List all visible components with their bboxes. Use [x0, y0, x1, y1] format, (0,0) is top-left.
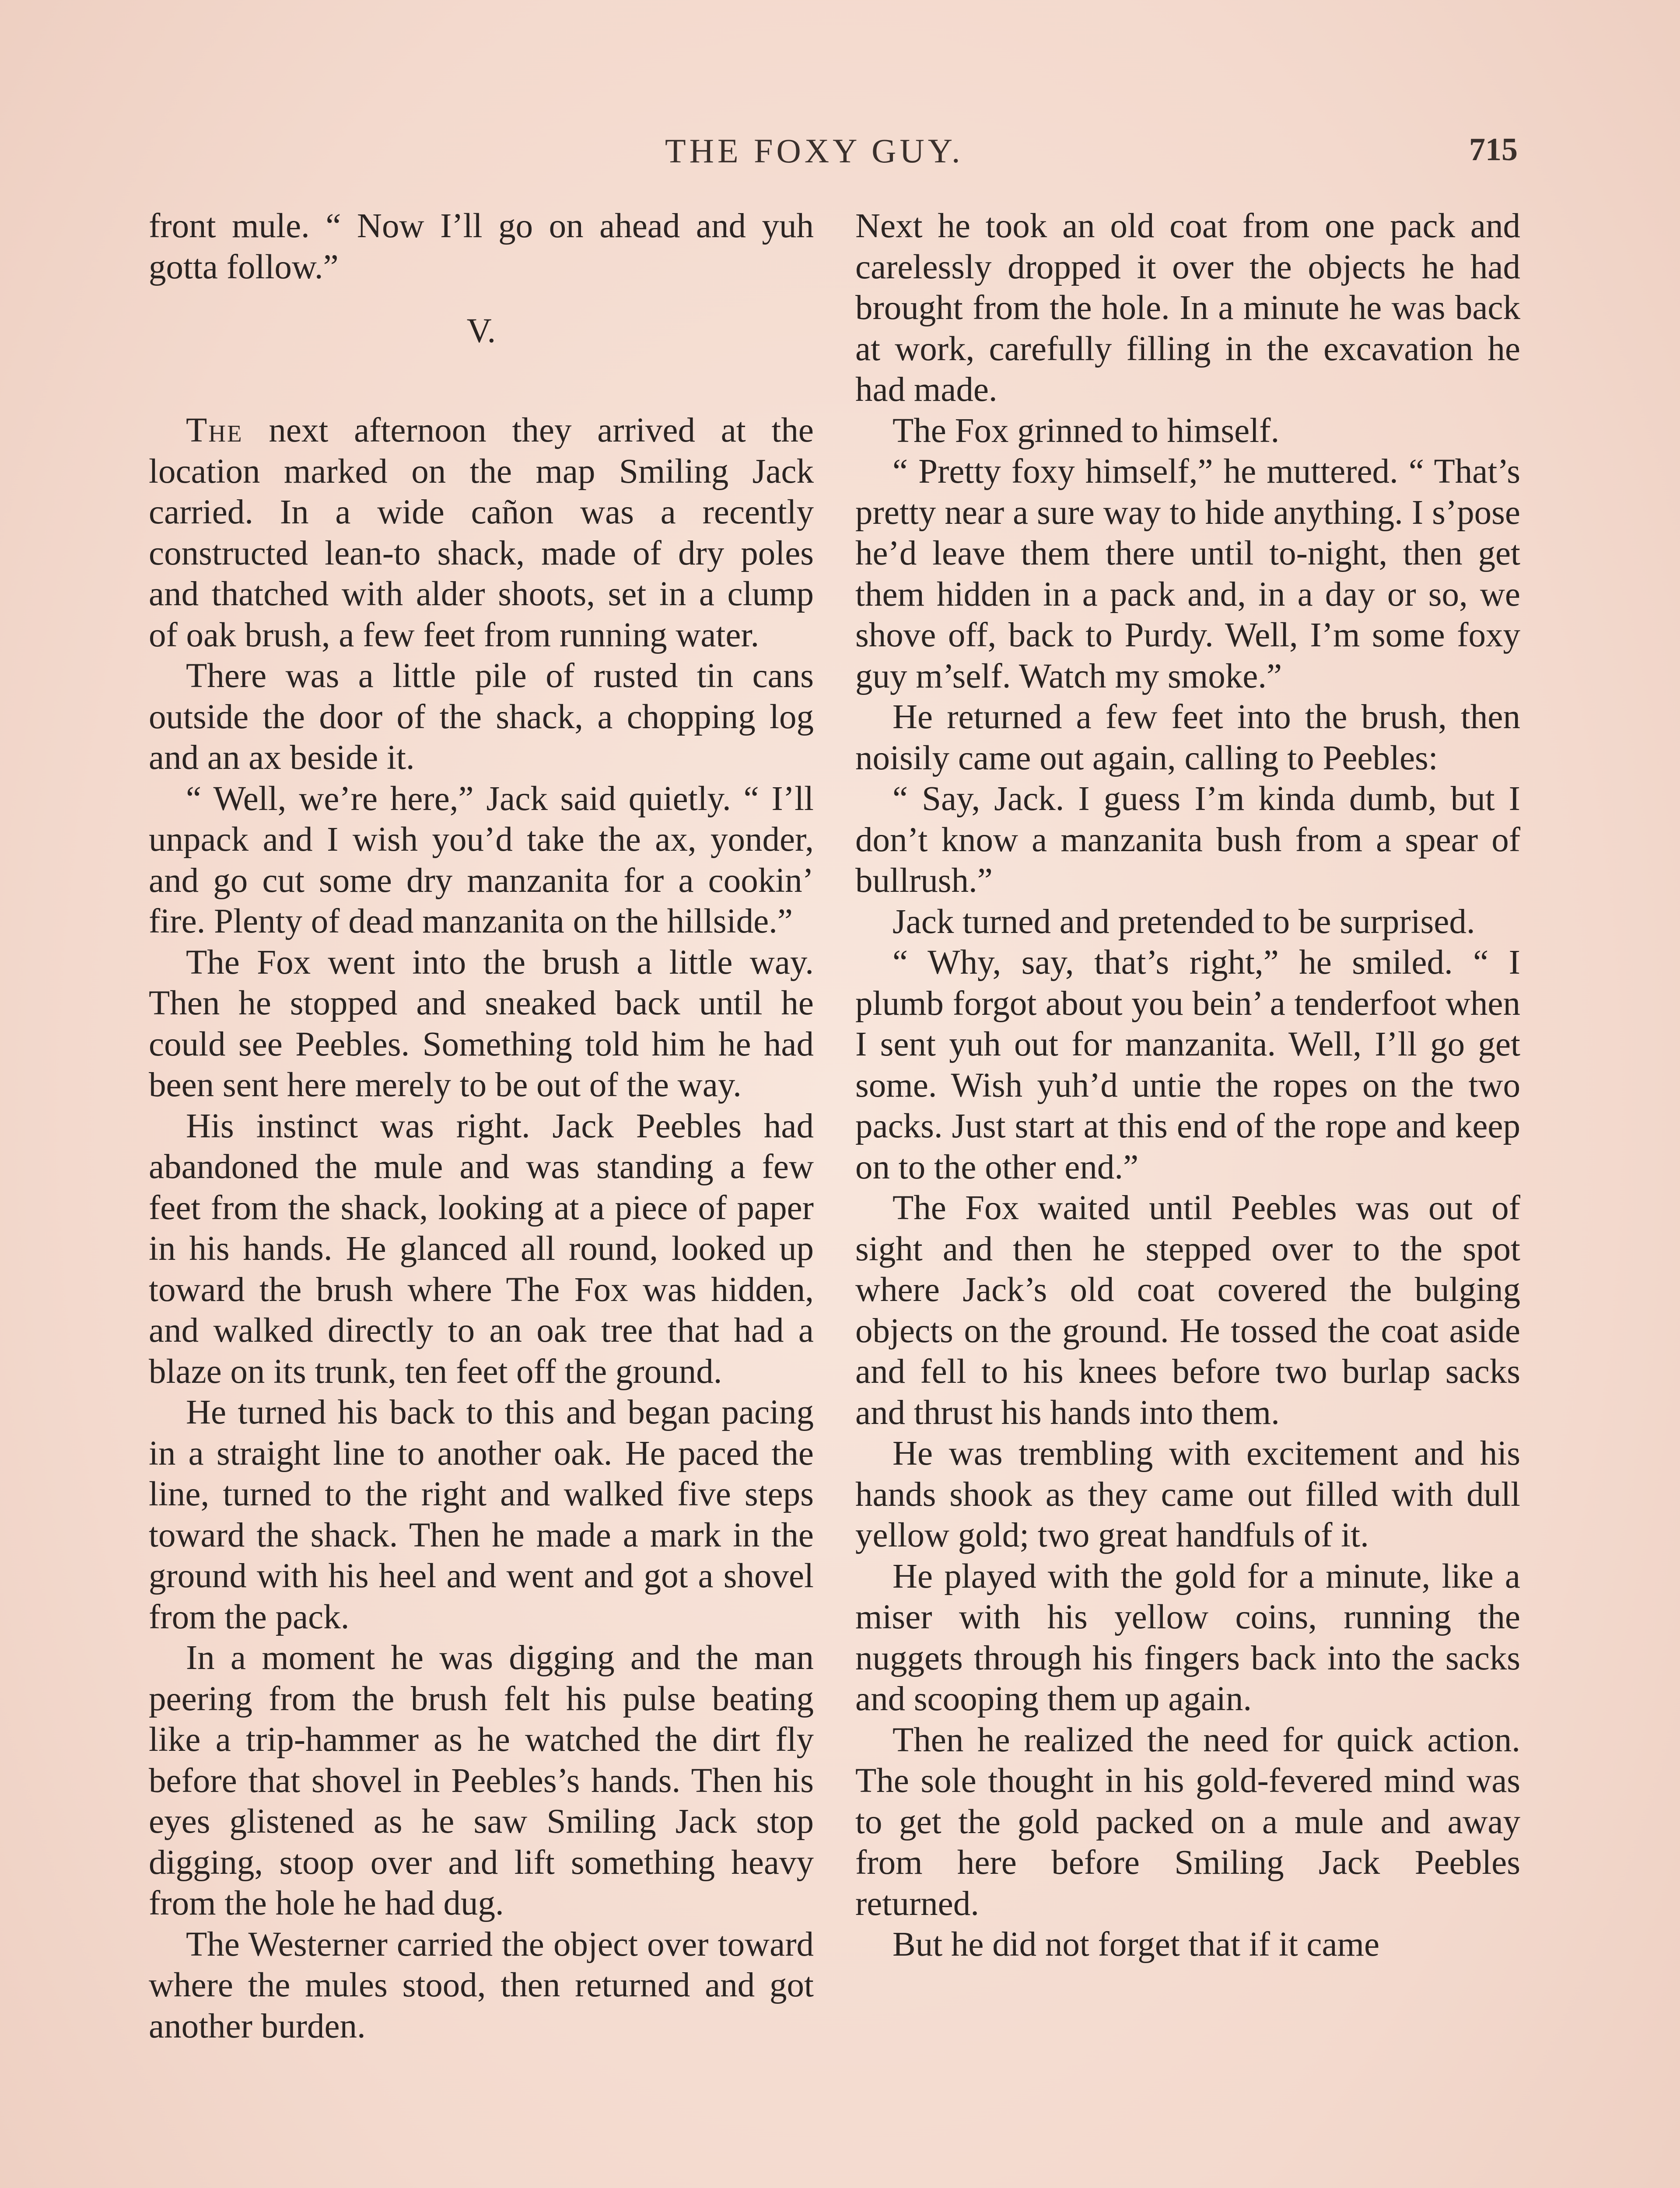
drop-word: The [186, 411, 243, 449]
paragraph [149, 410, 814, 656]
paragraph: The Fox waited until Peebles was out of sight and then he stepped over to the spot where Jack’s old coat covered the bulging objects on the ground. He tossed the coat aside and fell to his knees before two burlap sacks and thrust his hands into them. [855, 1189, 1520, 1432]
paragraph: Next he took an old coat from one pack and carelessly dropped it over the objects he had brought from the hole. In a minute he was back at work, carefully filling in the excavation he had made. [855, 207, 1520, 409]
paragraph: The Westerner carried the object over toward where the mules stood, then returned and got another burden. [149, 1925, 814, 2045]
paragraph: front mule. “ Now I’ll go on ahead and yuh gotta follow.” [149, 207, 814, 286]
paragraph: “ Say, Jack. I guess I’m kinda dumb, but I don’t know a manzanita bush from a spear of bullrush.” [855, 780, 1520, 900]
paragraph: “ Pretty foxy himself,” he muttered. “ That’s pretty near a sure way to hide anything. I s’pose he’d leave them there until to-night, then get them hidden in a pack and, in a day or so, we shove off, back to Purdy. Well, I’m some foxy guy m’self. Watch my smoke.” [855, 452, 1520, 695]
paragraph: The Fox grinned to himself. [892, 411, 1280, 450]
paragraph: The Fox went into the brush a little way. Then he stopped and sneaked back until he could see Peebles. Something told him he had been sent here merely to be out of the way. [149, 943, 814, 1104]
paragraph: “ Why, say, that’s right,” he smiled. “ I plumb forgot about you bein’ a tenderfoot when I sent yuh out for manzanita. Well, I’ll go get some. Wish yuh’d untie the ropes on the two packs. Just start at this end of the rope and keep on to the other end.” [855, 943, 1520, 1186]
paragraph: But he did not forget that if it came [892, 1925, 1380, 1964]
page-number: 715 [1469, 132, 1518, 168]
paragraph: He turned his back to this and began pacing in a straight line to another oak. He paced the line, turned to the right and walked five steps toward the shack. Then he made a mark in the ground with his heel and went and got a shovel from the pack. [149, 1393, 814, 1636]
section-heading: V. [466, 312, 496, 350]
paragraph: His instinct was right. Jack Peebles had abandoned the mule and was standing a few feet from the shack, looking at a piece of paper in his hands. He glanced all round, looked up toward the brush where The Fox was hidden, and walked directly to an oak tree that had a blaze on its trunk, ten feet off the ground. [149, 1107, 814, 1391]
paragraph: There was a little pile of rusted tin cans outside the door of the shack, a chopping log and an ax beside it. [149, 657, 814, 777]
paragraph: He returned a few feet into the brush, then noisily came out again, calling to Peebles: [855, 698, 1520, 777]
paragraph: He played with the gold for a minute, like a miser with his yellow coins, running the nuggets through his fingers back into the sacks and scooping them up again. [855, 1557, 1520, 1718]
paragraph: In a moment he was digging and the man peering from the brush felt his pulse beating like a trip-hammer as he watched the dirt fly before that shovel in Peebles’s hands. Then his eyes glistened as he saw Smiling Jack stop digging, stoop over and lift something heavy from the hole he had dug. [149, 1639, 814, 1922]
paragraph: He was trembling with excitement and his hands shook as they came out filled with dull yellow gold; two great handfuls of it. [855, 1434, 1520, 1554]
paragraph: “ Well, we’re here,” Jack said quietly. “ I’ll unpack and I wish you’d take the ax, yonder, and go cut some dry manzanita for a cookin’ fire. Plenty of dead manzanita on the hillside.” [149, 779, 814, 940]
paragraph: Then he realized the need for quick action. The sole thought in his gold-fevered mind was to get the gold packed on a mule and away from here before Smiling Jack Peebles returned. [855, 1721, 1520, 1923]
running-head-title: THE FOXY GUY. [665, 132, 964, 170]
paragraph-text: next afternoon they arrived at the location marked on the map Smiling Jack carried. In a wide cañon was a recently constructed lean-to shack, made of dry poles and thatched with alder shoots, set in a clump of oak brush, a few feet from running water. [149, 411, 814, 654]
paragraph: Jack turned and pretended to be surprised. [892, 902, 1475, 941]
left-column [149, 206, 814, 2047]
right-column [855, 206, 1520, 1965]
